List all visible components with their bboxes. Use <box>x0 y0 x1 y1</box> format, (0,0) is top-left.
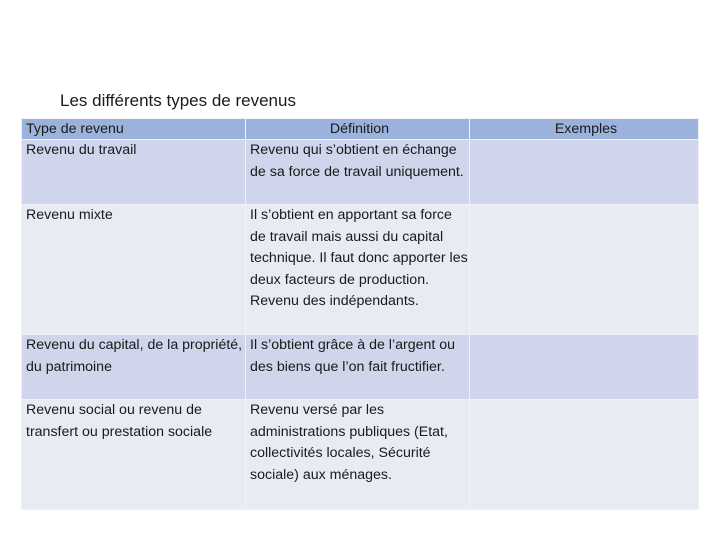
cell-type-text: Revenu du capital, de la propriété, du patrimoine <box>26 337 243 375</box>
revenue-types-table <box>21 118 699 510</box>
page-title: Les différents types de revenus <box>60 91 296 110</box>
cell-type <box>22 205 246 335</box>
cell-type <box>22 335 246 400</box>
cell-definition-text: Revenu versé par les administrations publiques (Etat, collectivités locales, Sécurité sociale) aux ménages. <box>250 402 448 483</box>
cell-definition-text: Revenu qui s’obtient en échange de sa force de travail uniquement. <box>250 142 464 180</box>
table-row <box>22 205 699 335</box>
cell-type-text: Revenu du travail <box>26 142 137 158</box>
cell-definition <box>246 205 470 335</box>
table-header-row <box>22 119 699 140</box>
header-examples: Exemples <box>470 119 699 140</box>
cell-type <box>22 400 246 510</box>
cell-examples <box>470 400 699 510</box>
table-row <box>22 335 699 400</box>
cell-definition <box>246 400 470 510</box>
table-row <box>22 400 699 510</box>
cell-examples <box>470 335 699 400</box>
cell-examples <box>470 205 699 335</box>
cell-examples <box>470 140 699 205</box>
cell-type-text: Revenu mixte <box>26 207 113 223</box>
header-type: Type de revenu <box>22 119 246 140</box>
header-definition: Définition <box>246 119 470 140</box>
cell-type <box>22 140 246 205</box>
cell-definition <box>246 335 470 400</box>
cell-definition-text: Il s’obtient grâce à de l’argent ou des biens que l’on fait fructifier. <box>250 337 456 375</box>
cell-type-text: Revenu social ou revenu de transfert ou prestation sociale <box>26 402 213 440</box>
cell-definition <box>246 140 470 205</box>
cell-definition-text: Il s’obtient en apportant sa force de travail mais aussi du capital technique. Il faut donc apporter les deux facteurs de production. Revenu des indépendants. <box>250 207 468 310</box>
table-row <box>22 140 699 205</box>
